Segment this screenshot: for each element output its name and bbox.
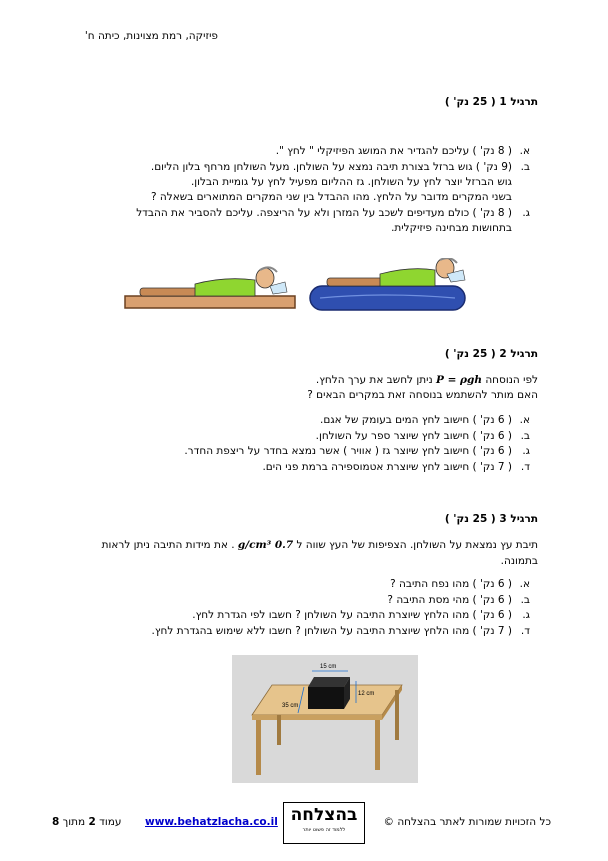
table-edge (252, 715, 382, 720)
density-value: 0.7 g/cm³ (237, 539, 294, 551)
dim-label-top: 15 cm (320, 664, 337, 670)
ex3-intro-line1: תיבת עץ נמצאת על השולחן. הצפיפות של העץ שווה ל 0.7 g/cm³ . את מידות התיבה ניתן לראות (101, 539, 538, 551)
ex3-item-c: ג.( 6 נק' ) מהו הלחץ שיוצרת התיבה על השולחן ? חשבו לפי הגדרת לחץ. (192, 609, 530, 621)
page-header: פיזיקה, רמת מצוינות, כיתה ח' (84, 30, 218, 42)
floor-board (125, 296, 295, 308)
exercise-1-title: תרגיל 1 ( 25 נק' ) (444, 96, 538, 108)
ex1-item-c: ג.( 8 נק' ) כולם מעדיפים לשכב על המזרן ולא על הריצפה. עליכם להסביר את ההבדל (136, 207, 530, 219)
ex3-intro-line2: בתמונה. (500, 555, 538, 567)
ex3-item-d: ד.( 7 נק' ) מהו הלחץ שיוצרת התיבה על השולחן ? חשבו ללא שימוש בהגדרת לחץ. (151, 625, 530, 637)
ex2-item-b: ב.( 6 נק' ) חישוב לחץ שיוצר ספר על השולחן. (315, 430, 530, 442)
table-leg (395, 690, 399, 740)
footer-page-number: עמוד 2 מתוך 8 (52, 816, 122, 828)
ex1-item-c-line2: בתחושות מבחינה פיזיקלית. (391, 222, 512, 234)
ex2-intro-line1: לפי הנוסחה P = ρgh ניתן לחשב את ערך הלחץ. (315, 374, 538, 386)
logo-subtitle: ללמוד זה פשוט יותר (302, 827, 346, 833)
table-box-illustration (232, 655, 418, 783)
exercise-3-title: תרגיל 3 ( 25 נק' ) (444, 513, 538, 525)
logo-text: בהצלחה (290, 805, 358, 825)
ex2-item-a: א.( 6 נק' ) חישוב לחץ המים בעומק של אגם. (320, 414, 530, 426)
table-leg (375, 720, 380, 770)
table-leg (256, 720, 261, 775)
person-on-mattress (327, 258, 465, 286)
dim-label-depth: 35 cm (282, 703, 299, 709)
footer-copyright: כל הזכויות שמורות לאתר בהצלחה © (383, 816, 551, 828)
exercise-2-title: תרגיל 2 ( 25 נק' ) (444, 348, 538, 360)
footer-url-link[interactable]: www.behatzlacha.co.il (145, 816, 278, 828)
mattress (310, 286, 465, 310)
person-on-floor (140, 267, 287, 296)
ex2-item-d: ד.( 7 נק' ) חישוב לחץ שיוצרת אטמוספירה ברמת פני הים. (262, 461, 530, 473)
ex3-item-a: א.( 6 נק' ) מהו נפח התיבה ? (390, 578, 530, 590)
box-front (308, 687, 344, 709)
dim-label-side: 12 cm (358, 691, 375, 697)
formula: P = ρgh (436, 374, 482, 386)
box-top (308, 677, 350, 687)
ex2-item-c: ג.( 6 נק' ) חישוב לחץ שיוצר גז ( אוויר ) אשר נמצא בחדר על ריצפת החדר. (184, 445, 530, 457)
ex3-item-b: ב.( 6 נק' ) מהי מסת התיבה ? (387, 594, 530, 606)
footer-logo (283, 802, 365, 844)
table-leg (277, 715, 281, 745)
ex1-item-a: א.( 8 נק' ) עליכם להגדיר את המושג הפיזיקלי " לחץ ". (275, 145, 530, 157)
ex1-item-b-line3: בשני המקרים מדובר על הלחץ. מהו ההבדל בין שני המקרים המתוארים בשאלה ? (151, 191, 512, 203)
ex2-intro-line2: האם מותר להשתמש בנוסחה זאת במקרים הבאים ? (307, 389, 538, 401)
ex1-item-b-line2: גוש הברזל יוצר לחץ על השולחן. גז ההליום מפעיל לחץ על גומיית הבלון. (190, 176, 512, 188)
lying-people-illustration (115, 258, 475, 316)
ex1-item-b: ב.(9 נק' ) גוש ברזל בצורת תיבה נמצא על השולחן. מעל השולחן מרחף בלון הליום. (150, 161, 530, 173)
